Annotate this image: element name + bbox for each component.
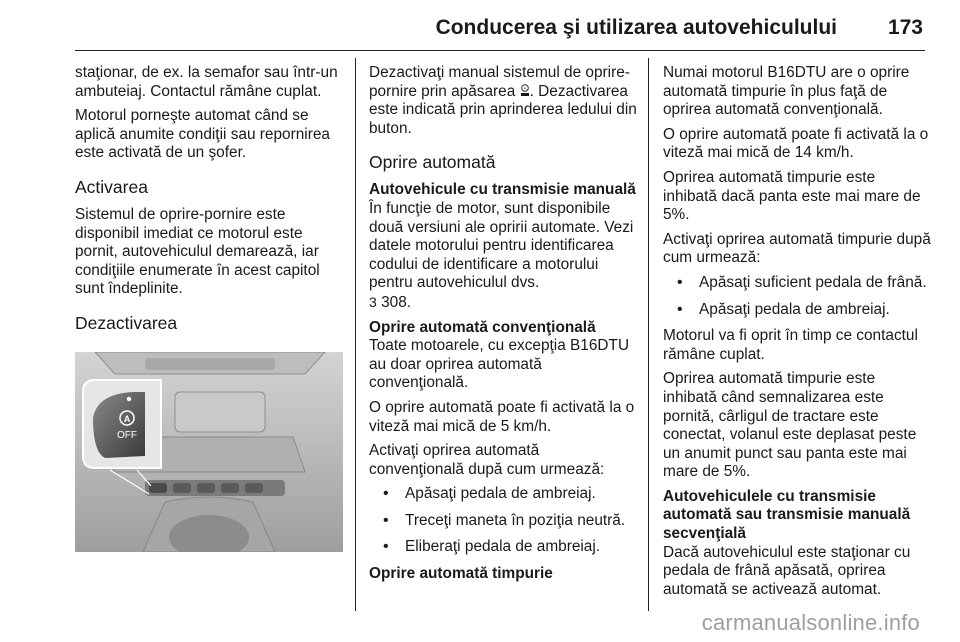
paragraph: În funcţie de motor, sunt disponibile două versiuni ale opririi automate. Vezi datele motorului pentru identificarea codului de identificare a motorului pentru autovehiculul dvs. 3 308. xyxy=(369,199,634,311)
subheading-automatic-transmission: Autovehiculele cu transmisie automată sau transmisie manuală secvenţială xyxy=(663,487,911,543)
page-reference-link[interactable]: 308. xyxy=(381,293,412,311)
chapter-title: Conducerea şi utilizarea autovehiculului xyxy=(435,16,837,39)
paragraph: Dezactivaţi manual sistemul de oprire-pornire prin apăsarea A . Dezactivarea este indicată prin aprinderea ledului din buton. xyxy=(369,64,637,137)
bullet-list xyxy=(663,274,933,319)
column-divider-right xyxy=(648,58,649,611)
subheading-manual-transmission: Autovehicule cu transmisie manuală xyxy=(369,181,636,199)
page-header xyxy=(75,0,925,51)
paragraph: Sistemul de oprire-pornire este disponibil imediat ce motorul este pornit, autovehiculul demarează, iar condiţiile enumerate în acest capitol sunt îndeplinite. xyxy=(75,205,320,298)
column-2 xyxy=(369,64,637,584)
stop-start-button-illustration xyxy=(75,352,343,552)
paragraph: Oprirea automată timpurie este inhibată când semnalizarea este pornită, cârligul de tractare este conectat, volanul este deplasat peste un anumit punct sau panta este mai mare de 5%. xyxy=(663,370,917,481)
paragraph: Activaţi oprirea automată timpurie după cum urmează: xyxy=(663,230,931,267)
list-item: • Treceţi maneta în poziţia neutră. xyxy=(369,512,637,531)
column-3 xyxy=(663,64,933,605)
section-heading-autostop: Oprire automată xyxy=(369,152,496,173)
paragraph: Activaţi oprirea automată convenţională după cum urmează: xyxy=(369,442,605,478)
paragraph: Toate motoarele, cu excepţia B16DTU au doar oprirea automată convenţională. xyxy=(369,337,630,392)
section-heading-deactivation: Dezactivarea xyxy=(75,312,178,333)
section-heading-activation: Activarea xyxy=(75,176,148,197)
column-divider-left xyxy=(355,58,356,611)
paragraph: Oprirea automată timpurie este inhibată dacă panta este mai mare de 5%. xyxy=(663,168,921,224)
list-item: • Eliberaţi pedala de ambreiaj. xyxy=(369,538,637,557)
paragraph: staţionar, de ex. la semafor sau într-un ambuteiaj. Contactul rămâne cuplat. xyxy=(75,64,338,100)
paragraph: Motorul porneşte automat când se aplică anumite condiţii sau repornirea este activată de un şofer. xyxy=(75,107,330,162)
svg-text:A: A xyxy=(523,85,526,91)
cross-reference-arrow-icon: 3 xyxy=(369,293,377,310)
page-number: 173 xyxy=(887,16,923,39)
auto-stop-off-icon xyxy=(520,84,530,97)
list-item: • Apăsaţi pedala de ambreiaj. xyxy=(369,485,637,504)
off-label: OFF xyxy=(117,429,137,441)
watermark: carmanualsonline.info xyxy=(701,610,920,635)
paragraph: O oprire automată poate fi activată la o viteză mai mică de 5 km/h. xyxy=(369,398,635,435)
subheading-conventional-autostop: Oprire automată convenţională xyxy=(369,318,596,336)
list-item: • Apăsaţi pedala de ambreiaj. xyxy=(663,301,933,320)
paragraph: Numai motorul B16DTU are o oprire automată timpurie în plus faţă de oprirea automată convenţională. xyxy=(663,64,910,119)
svg-text:A: A xyxy=(123,413,131,424)
paragraph: O oprire automată poate fi activată la o viteză mai mică de 14 km/h. xyxy=(663,125,929,162)
paragraph: Motorul va fi oprit în timp ce contactul rămâne cuplat. xyxy=(663,327,918,363)
column-1 xyxy=(75,64,343,558)
bullet-list xyxy=(369,485,637,557)
subheading-early-autostop: Oprire automată timpurie xyxy=(369,565,553,583)
paragraph: Dacă autovehiculul este staţionar cu pedala de frână apăsată, oprirea automată se activează automat. xyxy=(663,543,911,598)
list-item: • Apăsaţi suficient pedala de frână. xyxy=(663,274,933,293)
